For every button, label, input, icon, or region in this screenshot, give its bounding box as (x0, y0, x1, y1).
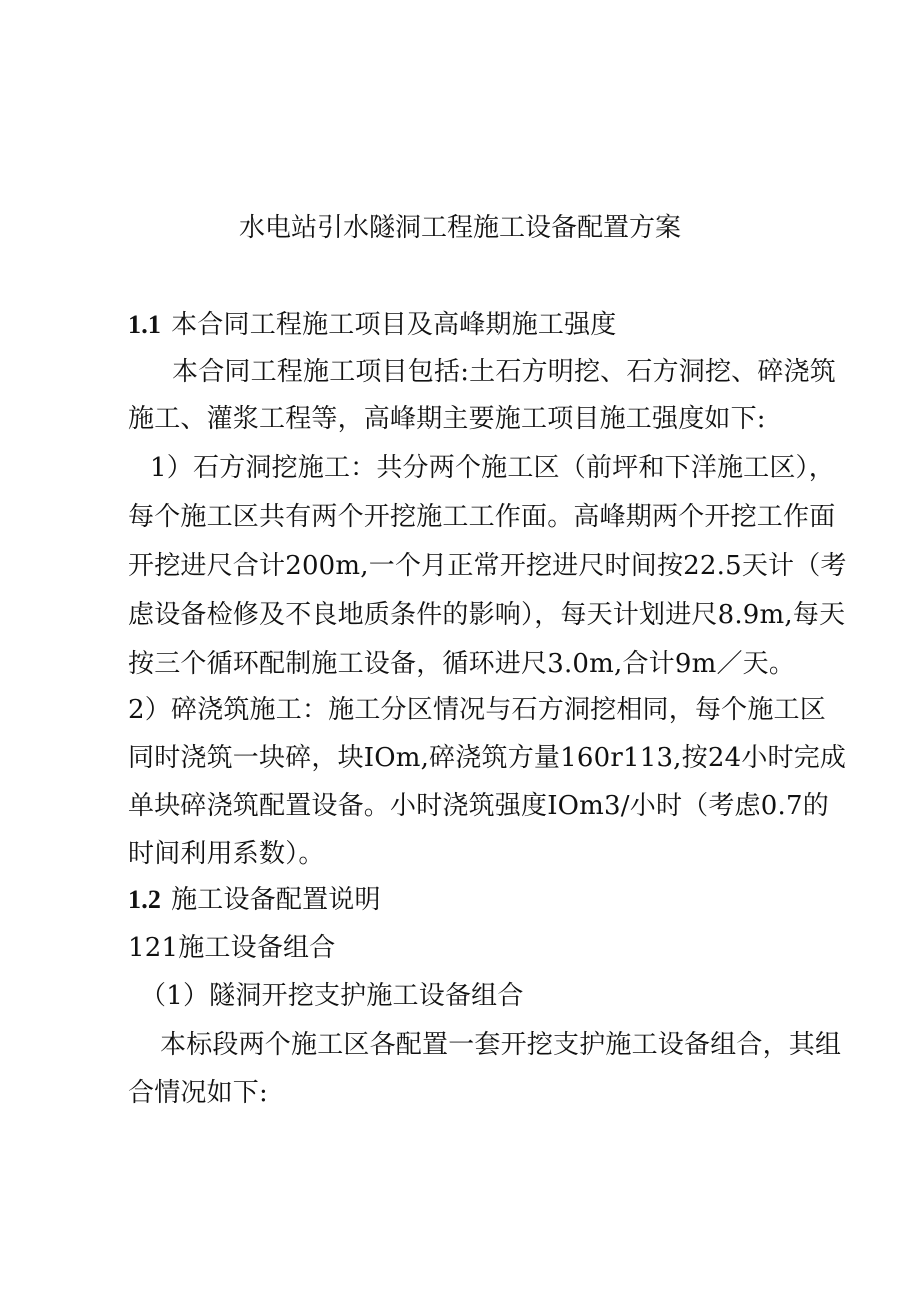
list-item-line: 按三个循环配制施工设备，循环进尺3.0m,合计9m／天。 (128, 649, 796, 679)
list-item-line: 1）石方洞挖施工：共分两个施工区（前坪和下洋施工区）， (150, 453, 835, 483)
paragraph-line: 本合同工程施工项目包括:土石方明挖、石方洞挖、碎浇筑 (172, 357, 836, 387)
paragraph-line: 合情况如下: (128, 1078, 268, 1108)
list-item-line: 2）碎浇筑施工：施工分区情况与石方洞挖相同，每个施工区 (128, 695, 826, 725)
paragraph-line: 施工、灌浆工程等，高峰期主要施工项目施工强度如下: (128, 404, 766, 434)
subitem-heading: （1）隧洞开挖支护施工设备组合 (140, 981, 524, 1011)
section-1-2-heading (128, 884, 381, 916)
list-item-line: 单块碎浇筑配置设备。小时浇筑强度IOm3/小时（考虑0.7的 (128, 791, 829, 821)
section-1-1-heading (128, 309, 617, 341)
section-number: 1.1 (128, 310, 162, 339)
subsection-heading: 121施工设备组合 (128, 933, 336, 963)
list-item-line: 时间利用系数）。 (128, 839, 325, 869)
list-item-line: 每个施工区共有两个开挖施工工作面。高峰期两个开挖工作面 (128, 502, 836, 532)
list-item-line: 同时浇筑一块碎，块IOm,碎浇筑方量160r113,按24小时完成 (128, 743, 847, 773)
list-item-line: 虑设备检修及不良地质条件的影响），每天计划进尺8.9m,每天 (128, 600, 846, 630)
section-heading-text: 施工设备配置说明 (171, 885, 381, 915)
paragraph-line: 本标段两个施工区各配置一套开挖支护施工设备组合，其组 (160, 1030, 842, 1060)
document-title: 水电站引水隧洞工程施工设备配置方案 (238, 213, 681, 243)
list-item-line: 开挖进尺合计200m,一个月正常开挖进尺时间按22.5天计（考 (128, 551, 847, 581)
section-number: 1.2 (128, 885, 162, 914)
section-heading-text: 本合同工程施工项目及高峰期施工强度 (171, 310, 617, 340)
